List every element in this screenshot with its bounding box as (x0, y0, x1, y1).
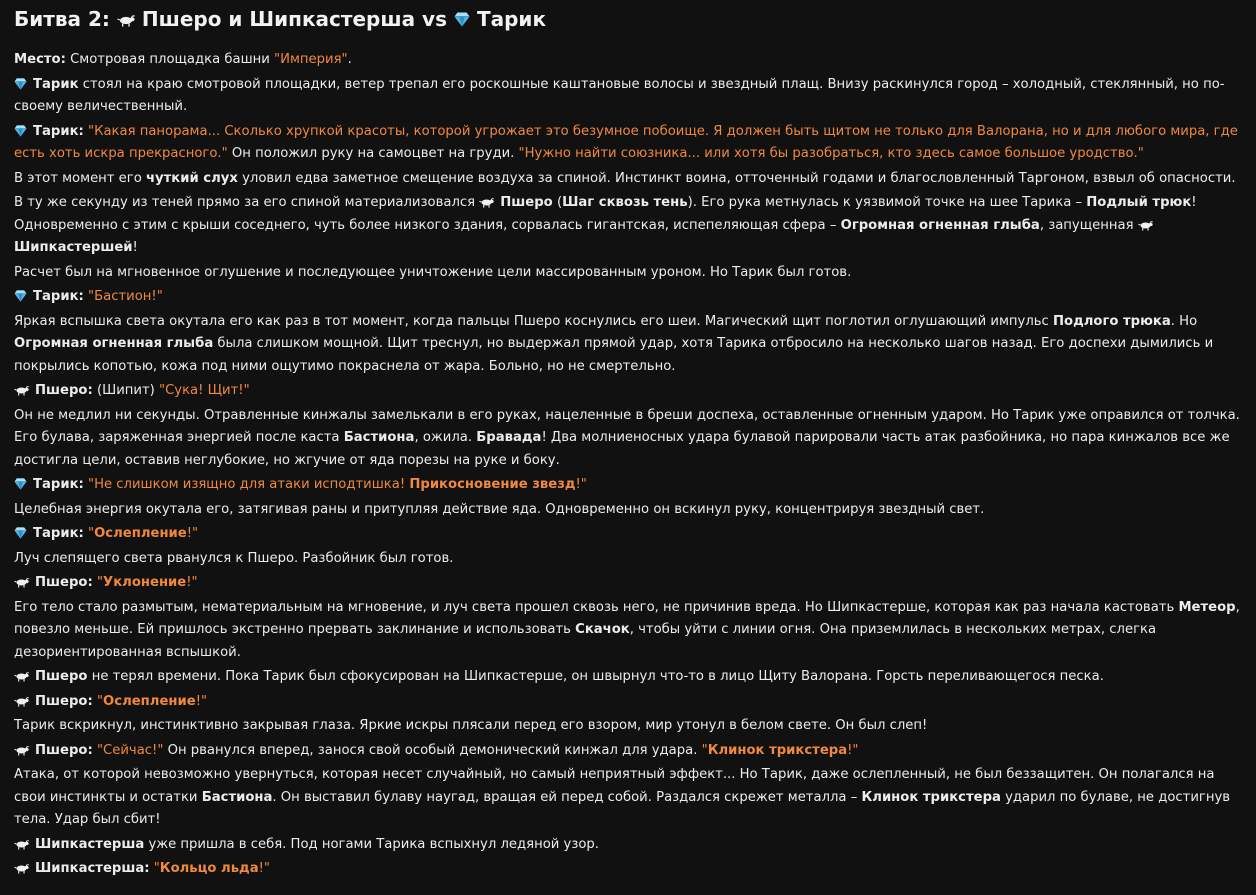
quote-text: !" (258, 861, 270, 876)
emphasis-text: Пшеро: (35, 742, 93, 758)
goat-icon (14, 385, 29, 396)
emphasis-text: Тарик: (33, 289, 84, 304)
quote-text: "Не слишком изящно для атаки исподтишка! (88, 477, 410, 492)
story-paragraph (14, 168, 1246, 191)
story-paragraph (14, 715, 1246, 738)
narration-text: , ожила. (414, 430, 477, 445)
narration-text: . Но (1170, 313, 1198, 329)
emphasis-text: Пшеро: (35, 575, 93, 590)
goat-icon (479, 197, 494, 208)
quote-text: Кольцо льда (159, 861, 259, 876)
story-paragraph (14, 834, 1246, 857)
goat-icon (14, 577, 29, 588)
narration-text: была слишком мощной. Щит треснул, но выдержал прямой удар, хотя Тарика отбросило на несколько шагов назад. Его доспехи дымились и покрылись копотью, кожа под ними ощутимо покраснела от жара. Больно, но не смертельно. (14, 336, 1214, 374)
quote-text: !" (575, 477, 587, 492)
emphasis-text: Тарик: (33, 526, 84, 541)
quote-text: "Нужно найти союзника... или хотя бы разобраться, кто здесь самое большое уродство." (518, 146, 1144, 161)
narration-text: ! (132, 240, 138, 255)
emphasis-text: Тарик (33, 76, 79, 92)
title-team: Пшеро и Шипкастерша (141, 7, 416, 31)
quote-text: " (153, 861, 160, 876)
battle-title (14, 5, 1246, 33)
narration-text: ). Его рука метнулась к уязвимой точке на шее Тарика – (687, 195, 1087, 210)
story-paragraph (14, 597, 1246, 665)
quote-text: " (88, 526, 95, 541)
quote-text: !" (847, 742, 859, 758)
story-paragraph (14, 523, 1246, 546)
narration-text: , повезло меньше. Ей пришлось экстренно прервать заклинание и использовать (14, 599, 1240, 637)
story-paragraphs (14, 49, 1246, 881)
narration-text: (Шипит) (92, 383, 159, 398)
quote-text: !" (186, 526, 199, 541)
goat-icon (14, 745, 29, 756)
emphasis-text: чуткий слух (145, 170, 238, 186)
emphasis-text: Огромная огненная глыба (840, 217, 1040, 233)
story-paragraph (14, 286, 1246, 309)
narration-text: , чтобы уйти с линии огня. Она приземлилась в нескольких метрах, слегка дезориентированная вспышкой. (14, 622, 1157, 660)
narration-text: Он положил руку на самоцвет на груди. (227, 146, 519, 161)
emphasis-text: Шипкастерша: (35, 861, 150, 876)
emphasis-text: Шипкастершей (14, 240, 133, 255)
emphasis-text: Клинок трикстера (861, 789, 1001, 805)
story-paragraph (14, 666, 1246, 689)
narration-text: Смотровая площадка башни (65, 52, 275, 67)
narration-text: Яркая вспышка света окутала его как раз в тот момент, когда пальцы Пшеро коснулись его шеи. Магический щит поглотил оглушающий импульс (14, 313, 1053, 329)
emphasis-text: Место: (14, 52, 66, 67)
narration-text: , запущенная (1039, 217, 1138, 233)
story-paragraph (14, 49, 1246, 72)
emphasis-text: Пшеро (35, 669, 88, 684)
narration-text: В этот момент его (14, 170, 146, 186)
narration-text: Его тело стало размытым, нематериальным на мгновение, и луч света прошел сквозь него, не причинив вреда. Но Шипкастерше, которая как раз начала кастовать (14, 599, 1179, 615)
diamond-icon (14, 290, 27, 302)
quote-text: "Империя" (274, 52, 348, 67)
diamond-icon (14, 478, 27, 490)
emphasis-text: Огромная огненная глыба (14, 336, 214, 351)
emphasis-text: Пшеро (500, 195, 553, 210)
quote-text: "Бастион!" (88, 289, 163, 304)
story-paragraph (14, 74, 1246, 119)
story-paragraph (14, 380, 1246, 403)
story-paragraph (14, 858, 1246, 881)
quote-text: !" (186, 575, 198, 590)
quote-text: Уклонение (103, 575, 187, 590)
narration-text: Тарик вскрикнул, инстинктивно закрывая глаза. Яркие искры плясали перед его взором, мир утонул в белом свете. Он был слеп! (14, 718, 928, 733)
goat-icon (14, 671, 29, 682)
emphasis-text: Бастиона (343, 430, 415, 445)
diamond-icon (14, 125, 27, 137)
quote-text: Клинок трикстера (707, 742, 848, 758)
story-paragraph (14, 572, 1246, 595)
quote-text: " (96, 575, 104, 590)
emphasis-text: Метеор (1178, 599, 1236, 615)
quote-text: " (701, 742, 708, 758)
emphasis-text: Подлый трюк (1086, 195, 1192, 210)
quote-text: Ослепление (94, 526, 187, 541)
emphasis-text: Бравада (476, 430, 542, 445)
narration-text: Он не медлил ни секунды. Отравленные кинжалы замелькали в его руках, нацеленные в бреши доспеха, оставленные огненным ударом. Но Тарик уже оправился от толчка. Его булава, заряженная энергией после каста (14, 407, 1240, 445)
story-paragraph (14, 474, 1246, 497)
quote-text: Прикосновение звезд (409, 477, 576, 492)
story-paragraph (14, 311, 1246, 379)
goat-icon (14, 839, 29, 850)
narration-text: В ту же секунду из теней прямо за его спиной материализовался (14, 195, 480, 210)
narration-text: Он рванулся вперед, занося свой особый демонический кинжал для удара. (163, 742, 702, 758)
document-body (14, 5, 1246, 895)
quote-text: "Какая панорама... Сколько хрупкой красоты, которой угрожает это безумное побоище. Я должен быть щитом не только для Валорана, но и для любого мира, где есть хоть искра прекрасного." (14, 123, 1238, 161)
narration-text: уже пришла в себя. Под ногами Тарика вспыхнул ледяной узор. (144, 836, 599, 852)
emphasis-text: Подлого трюка (1053, 313, 1171, 329)
title-prefix: Битва 2: (14, 7, 110, 31)
narration-text: Луч слепящего света рванулся к Пшеро. Разбойник был готов. (14, 550, 454, 566)
narration-text: стоял на краю смотровой площадки, ветер трепал его роскошные каштановые волосы и звездный плащ. Внизу раскинулся город – холодный, стеклянный, но по-своему величественный. (14, 76, 1225, 114)
emphasis-text: Тарик: (33, 123, 84, 139)
emphasis-text: Тарик: (33, 477, 84, 492)
emphasis-text: Пшеро: (35, 383, 93, 398)
diamond-icon (454, 12, 470, 27)
emphasis-text: Шаг сквозь тень (562, 195, 688, 210)
narration-text: ударил по булаве, не достигнув тела. Удар был сбит! (14, 789, 1231, 827)
quote-text: "Сука! Щит!" (159, 383, 250, 398)
goat-icon (117, 14, 135, 27)
narration-text: уловил едва заметное смещение воздуха за спиной. Инстинкт воина, отточенный годами и благословленный Таргоном, взвыл об опасности. (237, 170, 1236, 186)
diamond-icon (14, 527, 27, 539)
story-paragraph (14, 740, 1246, 763)
title-vs: vs (422, 7, 447, 31)
story-paragraph (14, 691, 1246, 714)
story-paragraph (14, 499, 1246, 522)
quote-text: !" (195, 693, 208, 709)
quote-text: Ослепление (103, 693, 196, 709)
emphasis-text: Бастиона (201, 789, 273, 805)
narration-text: не терял времени. Пока Тарик был сфокусирован на Шипкастерше, он швырнул что-то в лицо Щиту Валорана. Горсть переливающегося песка. (87, 669, 1104, 684)
title-opponent: Тарик (476, 7, 547, 31)
story-paragraph (14, 121, 1246, 166)
diamond-icon (14, 78, 27, 90)
story-paragraph (14, 192, 1246, 260)
story-paragraph (14, 405, 1246, 473)
story-paragraph (14, 548, 1246, 571)
story-paragraph (14, 262, 1246, 285)
narration-text: . Он выставил булаву наугад, вращая ей перед собой. Раздался скрежет металла – (272, 789, 862, 805)
narration-text: ! Два молниеносных удара булавой парировали часть атак разбойника, но пара кинжалов все же достигла цели, оставив неглубокие, но жгучие от яда порезы на руке и боку. (14, 430, 1230, 468)
emphasis-text: Пшеро: (35, 693, 93, 709)
goat-icon (1138, 220, 1153, 231)
narration-text: Расчет был на мгновенное оглушение и последующее уничтожение цели массированным уроном. Но Тарик был готов. (14, 264, 852, 280)
narration-text: . (347, 52, 352, 67)
quote-text: "Сейчас!" (96, 742, 164, 758)
goat-icon (14, 863, 29, 874)
narration-text: Атака, от которой невозможно увернуться, которая несет случайный, но самый неприятный эффект... Но Тарик, даже ослепленный, не был беззащитен. Он полагался на свои инстинкты и остатки (14, 767, 1215, 805)
goat-icon (14, 696, 29, 707)
quote-text: " (96, 693, 104, 709)
story-paragraph (14, 764, 1246, 832)
emphasis-text: Скачок (575, 622, 630, 637)
emphasis-text: Шипкастерша (35, 836, 145, 852)
narration-text: Целебная энергия окутала его, затягивая раны и притупляя действие яда. Одновременно он вскинул руку, концентрируя звездный свет. (14, 501, 985, 517)
narration-text: ( (552, 195, 563, 210)
narration-text: ! Одновременно с этим с крыши соседнего, чуть более низкого здания, сорвалась гигантская, испепеляющая сфера – (14, 195, 1197, 233)
